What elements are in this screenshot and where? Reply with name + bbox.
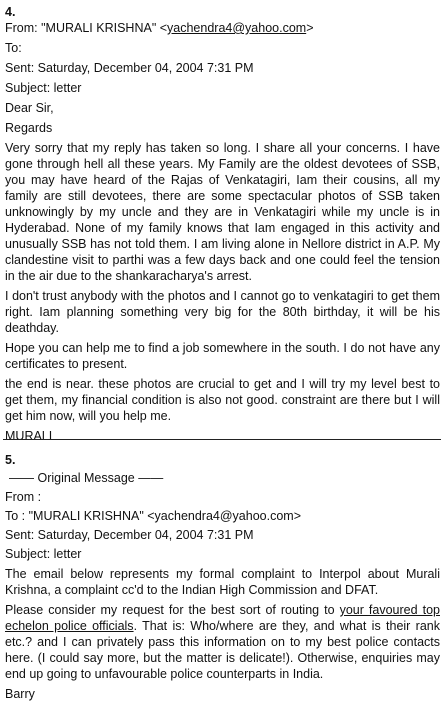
from-name: "MURALI KRISHNA" <	[41, 21, 168, 35]
subject-line: Subject: letter	[5, 81, 82, 95]
para2-end: . That is: Who/where are they, and what is their rank etc.? and I can privately pass this information on to my best police contacts here. (I could say more, but the matter is delicate!). Otherwise, enquiries may end up going to unfavourable police counterparts in India.	[5, 619, 440, 681]
entry-number: 4.	[5, 5, 16, 19]
greeting: Dear Sir,	[5, 101, 54, 115]
body-paragraph-1: The email below represents my formal complaint to Interpol about Murali Krishna, a complaint cc'd to the Indian High Commission and DFAT.	[5, 567, 440, 597]
from-line: From :	[5, 490, 42, 504]
body-paragraph-2: I don't trust anybody with the photos and I cannot go to venkatagiri to get them right. Iam planning something very big for the 80th birthday, it will be his deathday.	[5, 289, 440, 335]
body-paragraph-2	[5, 602, 440, 682]
body-paragraph-3: Hope you can help me to find a job somewhere in the south. I do not have any certificates to present.	[5, 341, 440, 371]
from-label: From:	[5, 21, 42, 35]
to-line: To:	[5, 41, 22, 55]
from-email-link[interactable]: yachendra4@yahoo.com	[167, 21, 307, 35]
to-line: To : "MURALI KRISHNA" <yachendra4@yahoo.com>	[5, 509, 301, 523]
body-paragraph-1: Very sorry that my reply has taken so long. I share all your concerns. I have gone through hell all these years. My Family are the oldest devotees of SSB, you may have heard of the Rajas of Venkatagiri, Iam their cousins, all my family are still devotees, there are some spectacular photos of SSB taken unknowingly by my uncle and they are in Venkatagiri while my uncle is in Hyderabad. None of my family knows that Iam engaged in this activity and unusually SSB has not told them. I am living alone in Nellore district in A.P. My clandestine visit to parthi was a few days back and one could feel the tension in the air due to the shankaracharya's arrest.	[5, 141, 440, 283]
original-message-line: —— Original Message ——	[9, 471, 164, 485]
from-close: >	[306, 21, 314, 35]
section-divider	[3, 439, 441, 440]
underlined-phrase: your favoured top echelon police officials	[5, 603, 440, 633]
sent-line: Sent: Saturday, December 04, 2004 7:31 PM	[5, 528, 254, 542]
email-entry-5	[5, 452, 440, 702]
regards: Regards	[5, 121, 53, 135]
body-paragraph-4: the end is near. these photos are crucial to get and I will try my level best to get them, my financial condition is also not good. constraint are there but I will get him now, will you help me.	[5, 377, 440, 423]
email-entry-4	[5, 4, 440, 444]
sent-line: Sent: Saturday, December 04, 2004 7:31 PM	[5, 61, 254, 75]
signature: Barry	[5, 687, 35, 701]
signature: MURALI	[5, 429, 53, 443]
from-line	[5, 20, 440, 36]
para2-start: Please consider my request for the best sort of routing to	[5, 603, 340, 617]
entry-number: 5.	[5, 453, 16, 467]
subject-line: Subject: letter	[5, 547, 82, 561]
